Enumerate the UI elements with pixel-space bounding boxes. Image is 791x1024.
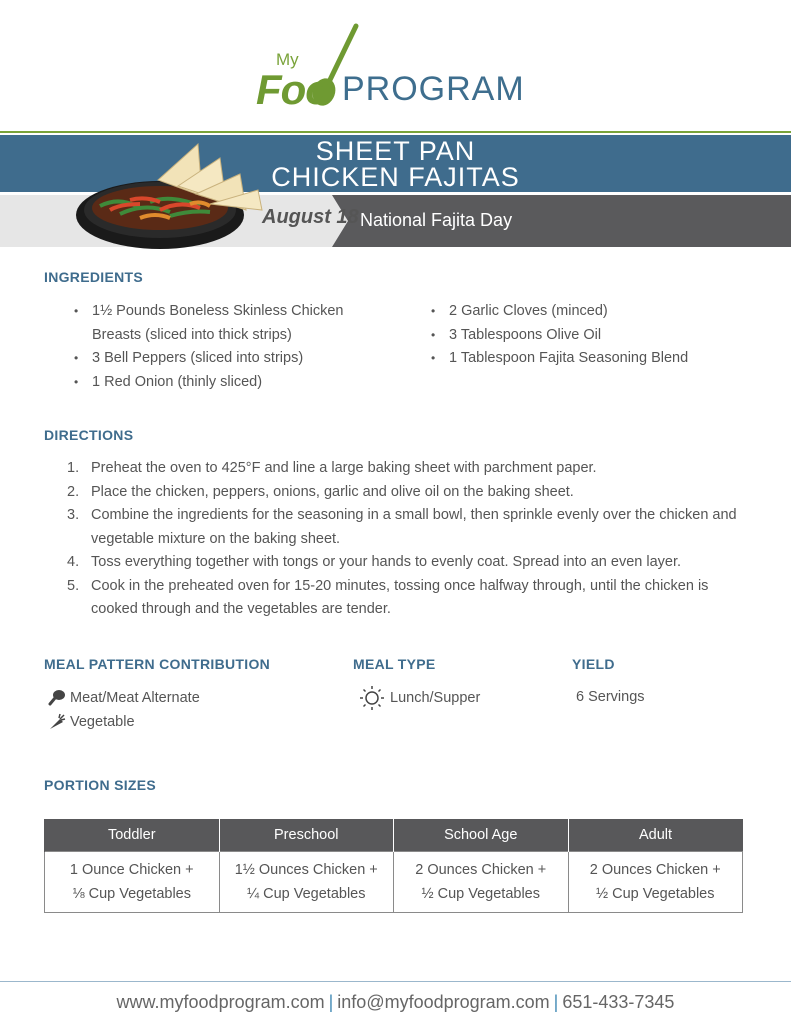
ingredient-item: • 1½ Pounds Boneless Skinless Chicken Breasts (sliced into thick strips) (72, 300, 372, 347)
drumstick-icon (48, 689, 66, 707)
fajita-skillet-image (70, 140, 270, 255)
ingredient-item: • 3 Bell Peppers (sliced into strips) (72, 347, 372, 371)
website-link[interactable]: www.myfoodprogram.com (116, 992, 325, 1012)
logo-foo: Foo (256, 66, 330, 113)
date-label: August 18 (262, 206, 359, 228)
header-divider (0, 131, 791, 133)
ingredient-item: • 1 Red Onion (thinly sliced) (72, 371, 372, 395)
phone-number[interactable]: 651-433-7345 (562, 992, 675, 1012)
footer: www.myfoodprogram.com | info@myfoodprogram.com | 651-433-7345 (116, 992, 675, 1012)
portion-col-header: Toddler (45, 819, 220, 852)
footer-divider (0, 981, 791, 982)
direction-step: 2. Place the chicken, peppers, onions, garlic and olive oil on the baking sheet. (67, 483, 574, 500)
logo-program: PROGRAM (342, 70, 525, 108)
ingredients-list-right (429, 300, 759, 371)
direction-step: 1. Preheat the oven to 425°F and line a large baking sheet with parchment paper. (67, 460, 597, 476)
portion-cell: 1 Ounce Chicken + ⅛ Cup Vegetables (45, 852, 220, 913)
portion-cell: 2 Ounces Chicken + ½ Cup Vegetables (394, 852, 569, 913)
ingredient-item: • 1 Tablespoon Fajita Seasoning Blend (429, 347, 759, 371)
carrot-icon (48, 713, 66, 731)
yield-value: 6 Servings (576, 689, 645, 705)
portion-col-header: School Age (394, 819, 569, 852)
logo-my: My (276, 50, 299, 69)
meal-pattern-item: Meat/Meat Alternate (48, 689, 200, 707)
meal-pattern-item: Vegetable (48, 713, 135, 731)
portion-table (44, 819, 743, 913)
sun-icon (358, 685, 386, 711)
ingredient-item: • 3 Tablespoons Olive Oil (429, 324, 759, 348)
meal-type-value: Lunch/Supper (358, 685, 480, 711)
ingredients-list-left (72, 300, 372, 394)
portion-col-header: Preschool (219, 819, 394, 852)
meal-pattern-heading: MEAL PATTERN CONTRIBUTION (44, 656, 271, 672)
recipe-title-line-2: CHICKEN FAJITAS (271, 162, 520, 192)
yield-heading: YIELD (572, 656, 615, 672)
email-link[interactable]: info@myfoodprogram.com (337, 992, 550, 1012)
holiday-label: National Fajita Day (360, 210, 513, 230)
directions-list (67, 457, 747, 622)
ingredient-item: • 2 Garlic Cloves (minced) (429, 300, 759, 324)
direction-step: 4. Toss everything together with tongs or your hands to evenly coat. Spread into an even layer. (67, 554, 682, 570)
portion-cell: 2 Ounces Chicken + ½ Cup Vegetables (568, 852, 743, 913)
direction-step: 5. Cook in the preheated oven for 15-20 minutes, tossing once halfway through, until the chicken is cooked through and the vegetables are tender. (67, 577, 709, 617)
portion-sizes-heading: PORTION SIZES (44, 777, 157, 793)
direction-step: 3. Combine the ingredients for the seasoning in a small bowl, then sprinkle evenly over the chicken and vegetable mixture on the baking sheet. (67, 507, 737, 547)
recipe-title-line-1: SHEET PAN (315, 136, 476, 166)
directions-heading: DIRECTIONS (44, 427, 134, 443)
table-row (45, 852, 743, 913)
logo (256, 22, 546, 112)
ingredients-heading: INGREDIENTS (44, 269, 143, 285)
portion-cell: 1½ Ounces Chicken + ¼ Cup Vegetables (219, 852, 394, 913)
portion-col-header: Adult (568, 819, 743, 852)
meal-type-heading: MEAL TYPE (353, 656, 436, 672)
